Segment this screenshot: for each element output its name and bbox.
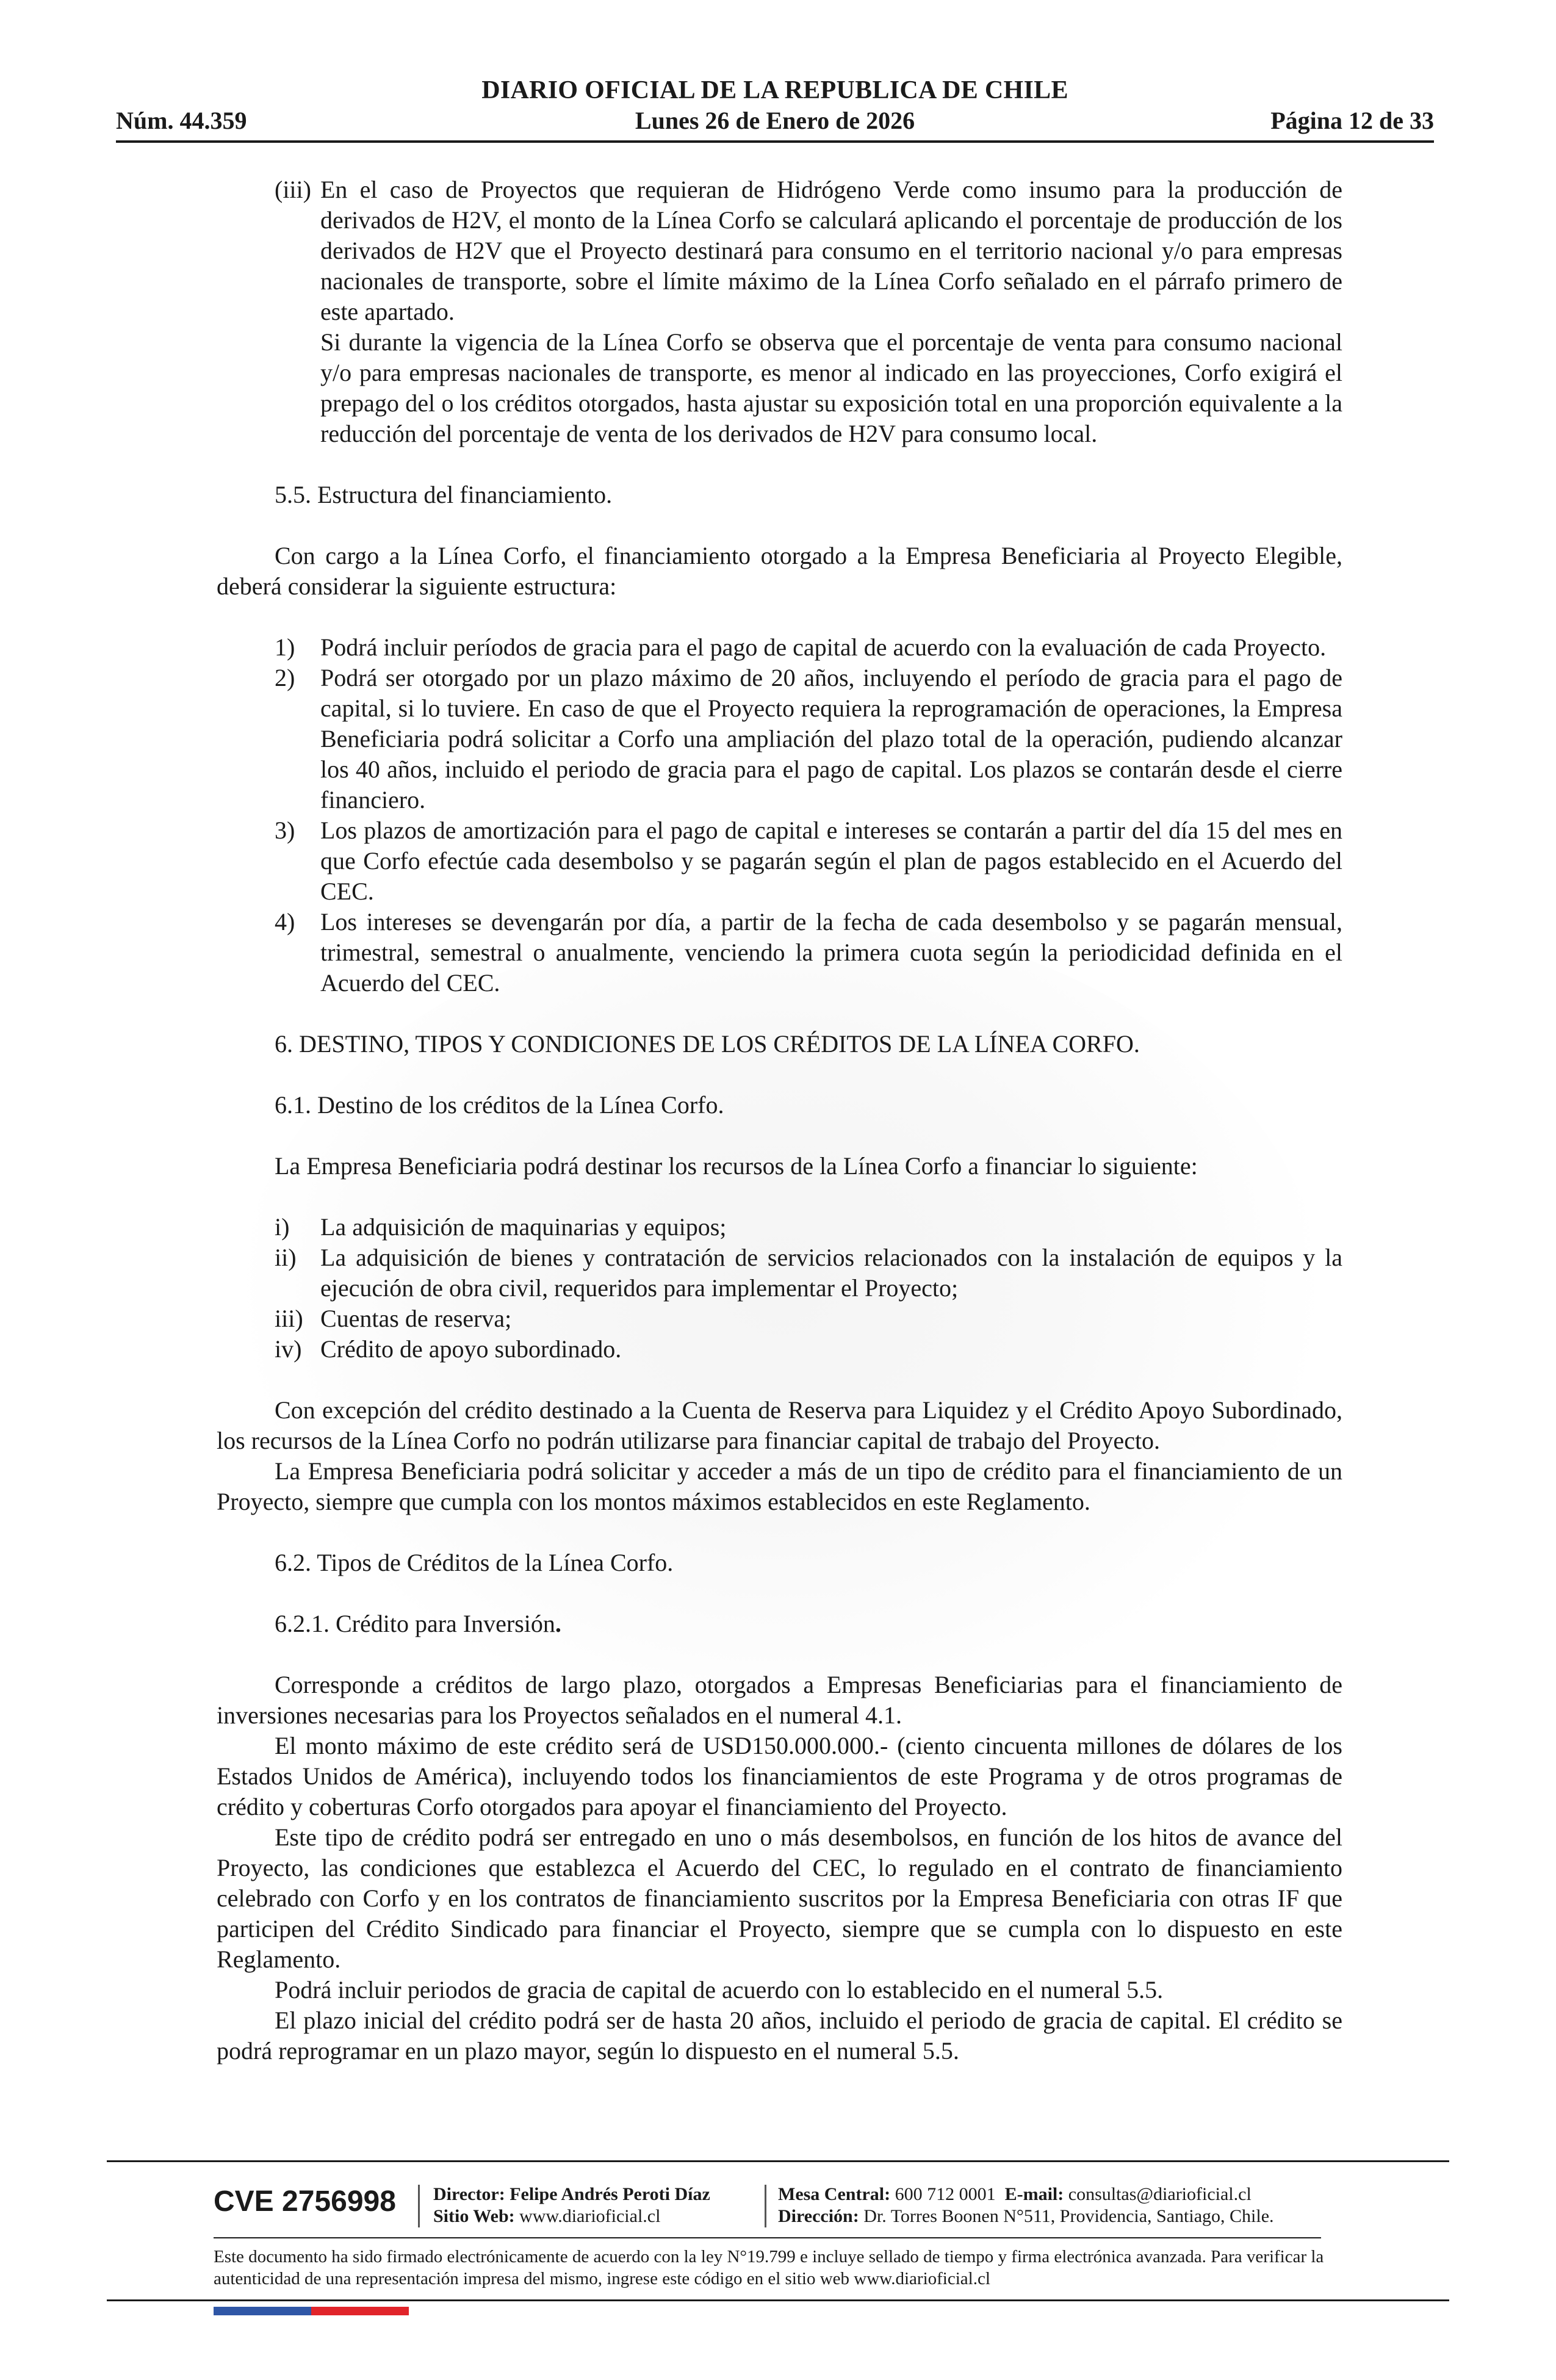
section-5-5-intro: Con cargo a la Línea Corfo, el financiamiento otorgado a la Empresa Beneficiaria al Proyecto Elegible, deberá considerar la siguiente estructura:: [217, 542, 1342, 600]
list-item-text: La adquisición de bienes y contratación de servicios relacionados con la instalación de equipos y la ejecución de obra civil, requeridos para implementar el Proyecto;: [320, 1244, 1342, 1302]
list-item-number: i): [275, 1213, 290, 1241]
list-item-number: 3): [275, 817, 295, 844]
section-6-1-paragraph-b: Con excepción del crédito destinado a la Cuenta de Reserva para Liquidez y el Crédito Apoyo Subordinado, los recursos de la Línea Corfo no podrán utilizarse para financiar capital de trabajo del Proyecto.: [217, 1396, 1342, 1454]
list-item-text: Podrá ser otorgado por un plazo máximo de 20 años, incluyendo el período de gracia para el pago de capital, si lo tuviere. En caso de que el Proyecto requiera la reprogramación de operaciones, la Empresa Beneficiaria podrá solicitar a Corfo una ampliación del plazo total de la operación, pudiendo alcanzar los 40 años, incluido el periodo de gracia para el pago de capital. Los plazos se contarán desde el cierre financiero.: [320, 664, 1342, 813]
list-item-text: Crédito de apoyo subordinado.: [320, 1335, 622, 1363]
list-item: [217, 1334, 1342, 1365]
section-6-2-1-paragraph-d: Podrá incluir periodos de gracia de capital de acuerdo con lo establecido en el numeral 5.5.: [275, 1976, 1164, 2003]
section-6-1-paragraph-c: La Empresa Beneficiaria podrá solicitar y acceder a más de un tipo de crédito para el financiamiento de un Proyecto, siempre que cumpla con los montos máximos establecidos en este Reglamento.: [217, 1457, 1342, 1515]
footer-middle-divider: [214, 2237, 1321, 2238]
list-item-number: iii): [275, 1305, 303, 1332]
footer-bottom-divider: [107, 2299, 1449, 2301]
phone-number: 600 712 0001: [895, 2184, 996, 2204]
document-body: [217, 175, 1342, 2066]
list-item: [217, 815, 1342, 907]
header-divider: [116, 140, 1434, 143]
list-item-number: ii): [275, 1244, 297, 1271]
list-item: [217, 663, 1342, 815]
list-item-text: Los plazos de amortización para el pago de capital e intereses se contarán a partir del día 15 del mes en que Corfo efectúe cada desembolso y se pagarán según el plan de pagos establecido en el Acuerdo del CEC.: [320, 817, 1342, 905]
email-label: E-mail:: [1004, 2184, 1064, 2204]
list-item-text: Podrá incluir períodos de gracia para el pago de capital de acuerdo con la evaluación de cada Proyecto.: [320, 633, 1327, 661]
issue-number: Núm. 44.359: [116, 107, 247, 134]
list-item-text: Los intereses se devengarán por día, a partir de la fecha de cada desembolso y se pagarán mensual, trimestral, semestral o anualmente, venciendo la primera cuota según la periodicidad definida en el Acuerdo del CEC.: [320, 908, 1342, 997]
flag-stripe-red: [311, 2307, 409, 2315]
list-item-text: La adquisición de maquinarias y equipos;: [320, 1213, 727, 1241]
issue-date: Lunes 26 de Enero de 2026: [635, 107, 915, 134]
section-6-2-1-paragraph-e: El plazo inicial del crédito podrá ser de hasta 20 años, incluido el periodo de gracia de capital. El crédito se podrá reprogramar en un plazo mayor, según lo dispuesto en el numeral 5.5.: [217, 2007, 1342, 2064]
list-item-number: 2): [275, 664, 295, 691]
footer-separator: [418, 2185, 420, 2227]
list-item: [217, 1242, 1342, 1304]
legal-notice: Este documento ha sido firmado electrónicamente de acuerdo con la ley N°19.799 e incluye sellado de tiempo y firma electrónica avanzada. Para verificar la autenticidad de una representación impresa del mismo, ingrese este código en el sitio web www.diarioficial.cl: [214, 2247, 1324, 2288]
website-label: Sitio Web:: [433, 2206, 515, 2226]
item-iii: [275, 175, 1342, 327]
list-item-text: Cuentas de reserva;: [320, 1305, 512, 1332]
website-link[interactable]: www.diarioficial.cl: [519, 2206, 661, 2226]
section-6-1-intro: La Empresa Beneficiaria podrá destinar los recursos de la Línea Corfo a financiar lo siguiente:: [275, 1152, 1198, 1180]
item-iii-label: (iii): [275, 176, 311, 203]
footer-separator: [765, 2185, 766, 2227]
flag-stripe-blue: [214, 2307, 311, 2315]
list-item: [217, 1304, 1342, 1334]
section-6-2-1-paragraph-b: El monto máximo de este crédito será de USD150.000.000.- (ciento cincuenta millones de dólares de los Estados Unidos de América), incluyendo todos los financiamientos de este Programa y de otros programas de crédito y coberturas Corfo otorgados para apoyar el financiamiento del Proyecto.: [217, 1732, 1342, 1820]
section-6-1-heading: 6.1. Destino de los créditos de la Línea Corfo.: [275, 1091, 724, 1119]
page-header: [116, 73, 1434, 142]
footer-top-divider: [107, 2160, 1449, 2162]
section-6-2-1-period: .: [555, 1610, 561, 1637]
cve-code: CVE 2756998: [214, 2185, 396, 2218]
section-6-heading: 6. DESTINO, TIPOS Y CONDICIONES DE LOS CRÉDITOS DE LA LÍNEA CORFO.: [275, 1030, 1140, 1058]
contact-info: [778, 2183, 1274, 2227]
director-info: [433, 2183, 710, 2227]
list-item: [217, 1212, 1342, 1242]
page-number: Página 12 de 33: [1270, 107, 1434, 134]
section-6-2-1-title: 6.2.1. Crédito para Inversión: [275, 1610, 555, 1637]
section-6-2-1-paragraph-a: Corresponde a créditos de largo plazo, otorgados a Empresas Beneficiarias para el financiamiento de inversiones necesarias para los Proyectos señalados en el numeral 4.1.: [217, 1671, 1342, 1729]
section-6-1-list: [217, 1212, 1342, 1365]
item-iii-text: En el caso de Proyectos que requieran de Hidrógeno Verde como insumo para la producción de derivados de H2V, el monto de la Línea Corfo se calculará aplicando el porcentaje de producción de los derivados de H2V que el Proyecto destinará para consumo en el territorio nacional y/o para empresas nacionales de transporte, sobre el límite máximo de la Línea Corfo señalado en el párrafo primero de este apartado.: [320, 176, 1342, 325]
list-item: [217, 907, 1342, 998]
section-5-5-heading: 5.5. Estructura del financiamiento.: [275, 481, 613, 508]
email-link[interactable]: consultas@diarioficial.cl: [1068, 2184, 1252, 2204]
item-iii-continuation: Si durante la vigencia de la Línea Corfo se observa que el porcentaje de venta para consumo nacional y/o para empresas nacionales de transporte, es menor al indicado en las proyecciones, Corfo exigirá el prepago del o los créditos otorgados, hasta ajustar su exposición total en una proporción equivalente a la reducción del porcentaje de venta de los derivados de H2V para consumo local.: [320, 328, 1342, 447]
section-5-5-list: [217, 632, 1342, 998]
address-value: Dr. Torres Boonen N°511, Providencia, Santiago, Chile.: [863, 2206, 1274, 2226]
director-label: Director:: [433, 2184, 505, 2204]
newspaper-title: DIARIO OFICIAL DE LA REPUBLICA DE CHILE: [481, 76, 1068, 104]
section-6-2-1-paragraph-c: Este tipo de crédito podrá ser entregado en uno o más desembolsos, en función de los hitos de avance del Proyecto, las condiciones que establezca el Acuerdo del CEC, lo regulado en el contrato de financiamiento celebrado con Corfo y en los contratos de financiamiento suscritos por la Empresa Beneficiaria con otras IF que participen del Crédito Sindicado para financiar el Proyecto, siempre que se cumpla con lo dispuesto en este Reglamento.: [217, 1823, 1342, 1973]
section-6-2-1-heading: [275, 1609, 1342, 1639]
page-footer: [107, 2160, 1449, 2313]
list-item: [217, 632, 1342, 663]
list-item-number: iv): [275, 1335, 302, 1363]
director-name: Felipe Andrés Peroti Díaz: [510, 2184, 710, 2204]
list-item-number: 1): [275, 633, 295, 661]
section-6-2-heading: 6.2. Tipos de Créditos de la Línea Corfo.: [275, 1549, 674, 1576]
phone-label: Mesa Central:: [778, 2184, 891, 2204]
list-item-number: 4): [275, 908, 295, 936]
address-label: Dirección:: [778, 2206, 859, 2226]
